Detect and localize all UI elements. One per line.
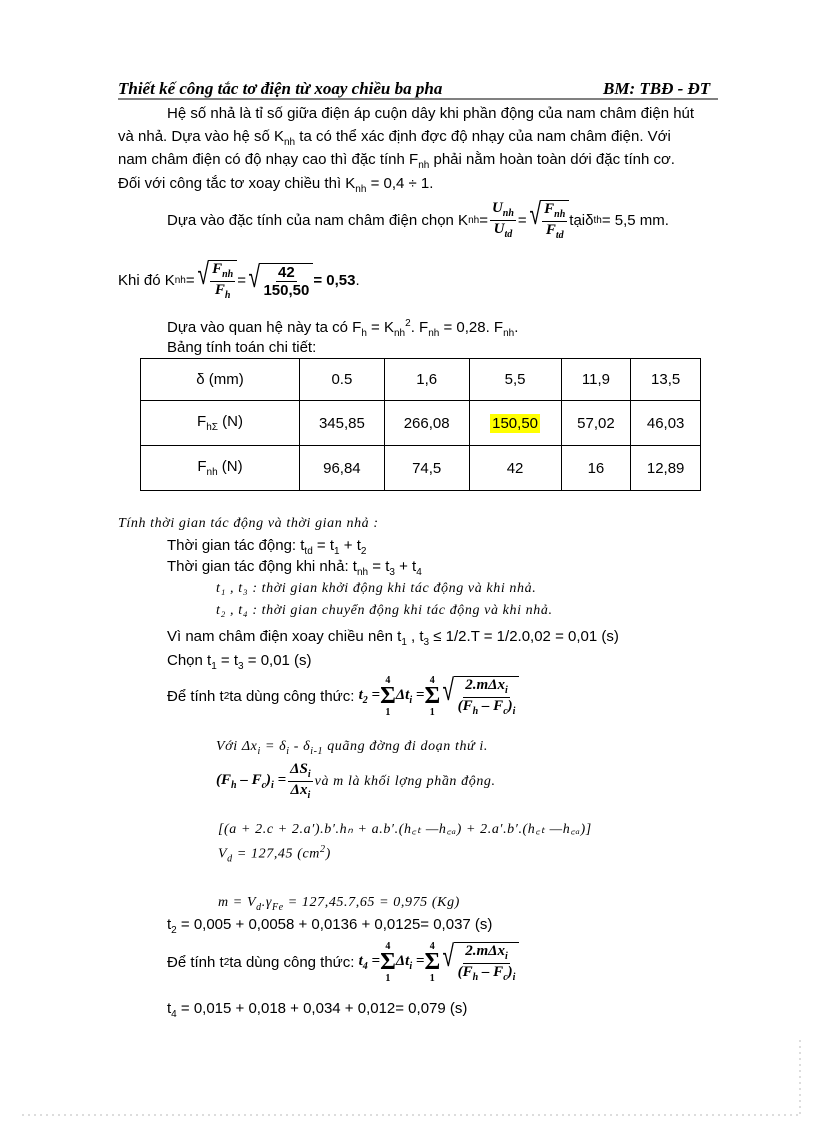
note-t2-t4: t₂ , t₄ : thời gian chuyển động khi tác động và khi nhả. xyxy=(216,603,553,618)
vi-nam-line: Vì nam châm điện xoay chiều nên $t_1$ , $t_3 \le 1/2.T = 1/2.0,02 = 0,01$ (s) xyxy=(167,628,619,648)
t2-result: $t_2 = 0,005 + 0,0058 + 0,0136 + 0,0125= 0,037$ (s) xyxy=(167,916,493,936)
table-cell: 11,9 xyxy=(561,359,631,401)
force-ratio-sqrt: √ $\frac{F_{nh}}{F_{td}}$ xyxy=(527,200,570,241)
ratio-line: $(F_h - F_c)_i$ = $\frac{\Delta S_i}{\Delta x_i}$ và m là khối lợng phần động. xyxy=(216,761,496,801)
para1-line1: Hệ số nhả là tỉ số giữa điện áp cuộn dây khi phần động của nam châm điện hút xyxy=(167,105,695,122)
table-row xyxy=(141,359,701,401)
row-label-fnh: $F_{nh}$ (N) xyxy=(141,446,300,491)
table-cell-highlighted: 150,50 xyxy=(469,401,561,446)
table-cell: 13,5 xyxy=(631,359,701,401)
row-label-fh: $F_{h\Sigma}$ (N) xyxy=(141,401,300,446)
ratio-fraction: $\frac{\Delta S_i}{\Delta x_i}$ xyxy=(290,761,311,801)
sum-symbol: 4 Σ 1 xyxy=(424,675,441,718)
table-cell: 96,84 xyxy=(300,446,385,491)
section-title: Tính thời gian tác động và thời gian nhả : xyxy=(118,516,379,531)
para1-line3: nam châm điện có độ nhạy cao thì đặc tính $F_{nh}$ phải nằm hoàn toàn dới đặc tính cơ. xyxy=(118,151,675,171)
vd-formula: [(a + 2.c + 2.a′).b′.hₙ + a.b′.(h꜀ₜ —h꜀ₐ) + 2.a′.b′.(h꜀ₜ —h꜀ₐ)] xyxy=(218,822,592,837)
table-cell: 345,85 xyxy=(300,401,385,446)
table-cell: 74,5 xyxy=(384,446,469,491)
sum-symbol: 4 Σ 1 xyxy=(380,941,396,984)
table-caption: Bảng tính toán chi tiết: xyxy=(167,339,317,356)
formula-sqrt: √ $\frac{2.m\Delta x_i}{(F_h - F_c)_i}$ xyxy=(440,676,519,717)
header-title: Thiết kế công tắc tơ điện từ xoay chiều ba pha xyxy=(118,79,443,98)
para1-line2: và nhả. Dựa vào hệ số $K_{nh}$ ta có thể xác định đợc độ nhạy của nam châm điện. Với xyxy=(118,128,671,148)
sum-symbol: 4 Σ 1 xyxy=(380,675,396,718)
force-sqrt-symbolic: √ $\frac{F_{nh}}{F_h}$ xyxy=(195,260,238,301)
time-release-line: Thời gian tác động khi nhả: $t_{nh} = t_3 + t_4$ xyxy=(167,558,422,578)
relation-line: Dựa vào quan hệ này ta có $F_h = K_{nh}^2$. $F_{nh} = 0,28$. $F_{nh}$. xyxy=(167,318,519,339)
note-t1-t3: t₁ , t₃ : thời gian khởi động khi tác động và khi nhả. xyxy=(216,581,537,596)
formula-t2-line: Để tính t 2 ta dùng công thức: $t_2$ = 4 Σ 1 $\Delta t_i$ = 4 Σ 1 √ $\frac{2.m\Delta x_i}{(F_h - F_c)_i}$ xyxy=(167,676,519,718)
mass-line: $m = V_d.\gamma_{Fe} = 127,45.7,65 = 0,975$ (Kg) xyxy=(218,895,460,913)
knh-choose-line: Dựa vào đặc tính của nam châm điện chọn K nh = $\frac{U_{nh}}{U_{td}}$ = √ $\frac{F_{nh}}{F_{td}}$ tại δ th = 5,5 mm. xyxy=(167,198,669,241)
table-cell: 12,89 xyxy=(631,446,701,491)
t4-result: $t_4 = 0,015 + 0,018 + 0,034 + 0,012= 0,079$ (s) xyxy=(167,1000,468,1020)
vd-result: $V_d = 127,45$ $(cm^2)$ xyxy=(218,844,331,865)
table-row xyxy=(141,401,701,446)
calculation-table xyxy=(140,358,701,491)
formula-t4-line: Để tính t 2 ta dùng công thức: $t_4$ = 4 Σ 1 $\Delta t_i$ = 4 Σ 1 √ $\frac{2.m\Delta x_i}{(F_h - F_c)_i}$ xyxy=(167,942,519,984)
table-row xyxy=(141,446,701,491)
time-act-line: Thời gian tác động: $t_{td} = t_1 + t_2$ xyxy=(167,537,367,557)
table-cell: 5,5 xyxy=(469,359,561,401)
voi-line: Với $\Delta x_i = \delta_i - \delta_{i-1}$ quãng đờng đi doạn thứ i. xyxy=(216,739,488,757)
table-cell: 266,08 xyxy=(384,401,469,446)
voltage-ratio-fraction: $\frac{U_{nh}}{U_{td}}$ xyxy=(491,200,514,240)
formula-sqrt: √ $\frac{2.m\Delta x_i}{(F_h - F_c)_i}$ xyxy=(440,942,519,983)
table-cell: 16 xyxy=(561,446,631,491)
para1-line4: Đối với công tắc tơ xoay chiều thì $K_{nh} = 0,4 \div 1$. xyxy=(118,175,434,195)
row-label-delta: δ (mm) xyxy=(141,359,300,401)
table-cell: 57,02 xyxy=(561,401,631,446)
table-cell: 46,03 xyxy=(631,401,701,446)
chon-line: Chọn $t_1 = t_3 = 0,01$ (s) xyxy=(167,652,312,672)
force-sqrt-numeric: √ $\frac{42}{150,50}$ xyxy=(246,263,313,298)
table-cell: 42 xyxy=(469,446,561,491)
sum-symbol: 4 Σ 1 xyxy=(424,941,441,984)
table-cell: 0.5 xyxy=(300,359,385,401)
table-cell: 1,6 xyxy=(384,359,469,401)
header-department: BM: TBĐ - ĐT xyxy=(603,79,711,98)
knh-result-line: Khi đó K nh = √ $\frac{F_{nh}}{F_h}$ = √ $\frac{42}{150,50}$ = 0,53 . xyxy=(118,258,360,301)
